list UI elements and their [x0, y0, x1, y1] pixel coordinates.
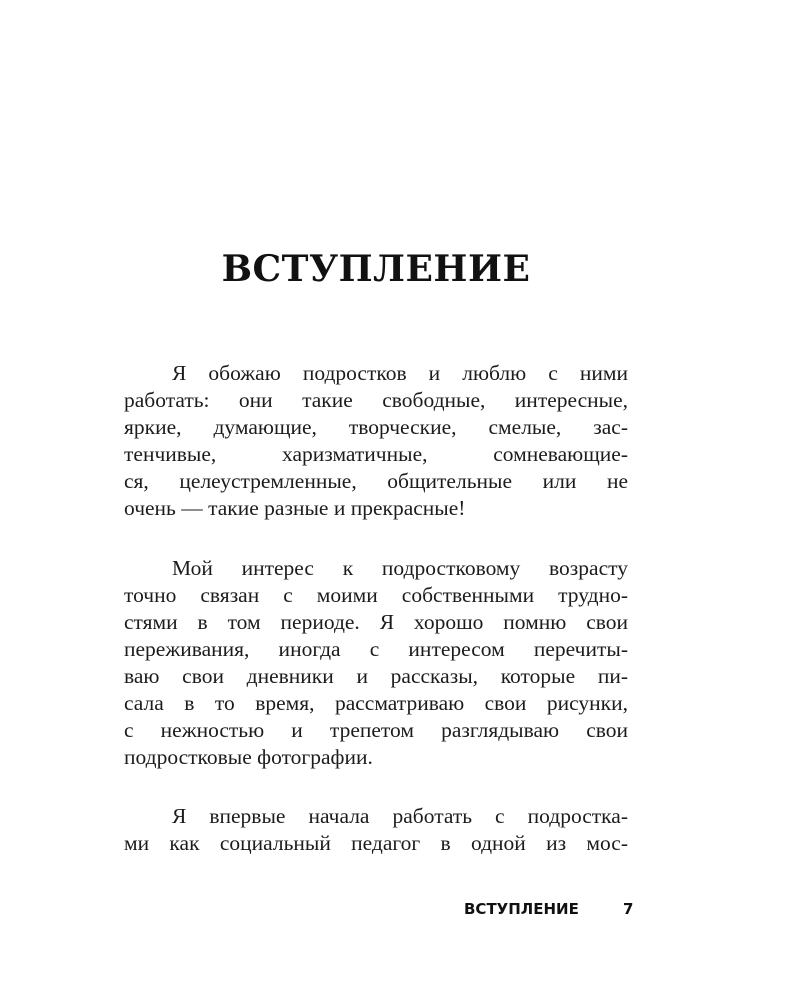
text-line: очень — такие разные и прекрасные!: [124, 496, 466, 520]
text-line: ся, целеустремленные, общительные или не: [124, 469, 628, 493]
paragraph-3: [124, 803, 628, 857]
text-line: стями в том периоде. Я хорошо помню свои: [124, 610, 628, 634]
text-line: Я обожаю подростков и люблю с ними: [172, 361, 628, 385]
text-line: работать: они такие свободные, интересные,: [124, 388, 628, 412]
text-line: с нежностью и трепетом разглядываю свои: [124, 718, 628, 742]
paragraph-1: [124, 360, 628, 522]
text-line: Мой интерес к подростковому возрасту: [172, 556, 628, 580]
chapter-title: ВСТУПЛЕНИЕ: [221, 248, 531, 290]
text-line: ми как социальный педагог в одной из мос-: [124, 831, 628, 855]
running-footer-title: ВСТУПЛЕНИЕ: [464, 900, 579, 918]
text-line: яркие, думающие, творческие, смелые, зас-: [124, 415, 628, 439]
text-line: ваю свои дневники и рассказы, которые пи-: [124, 664, 628, 688]
text-line: переживания, иногда с интересом перечиты-: [124, 637, 628, 661]
paragraph-2: [124, 555, 628, 771]
page-number: 7: [623, 900, 634, 918]
text-line: тенчивые, харизматичные, сомневающие-: [124, 442, 628, 466]
text-line: точно связан с моими собственными трудно-: [124, 583, 628, 607]
text-line: подростковые фотографии.: [124, 745, 373, 769]
text-line: Я впервые начала работать с подростка-: [172, 804, 628, 828]
text-line: сала в то время, рассматриваю свои рисунки,: [124, 691, 628, 715]
